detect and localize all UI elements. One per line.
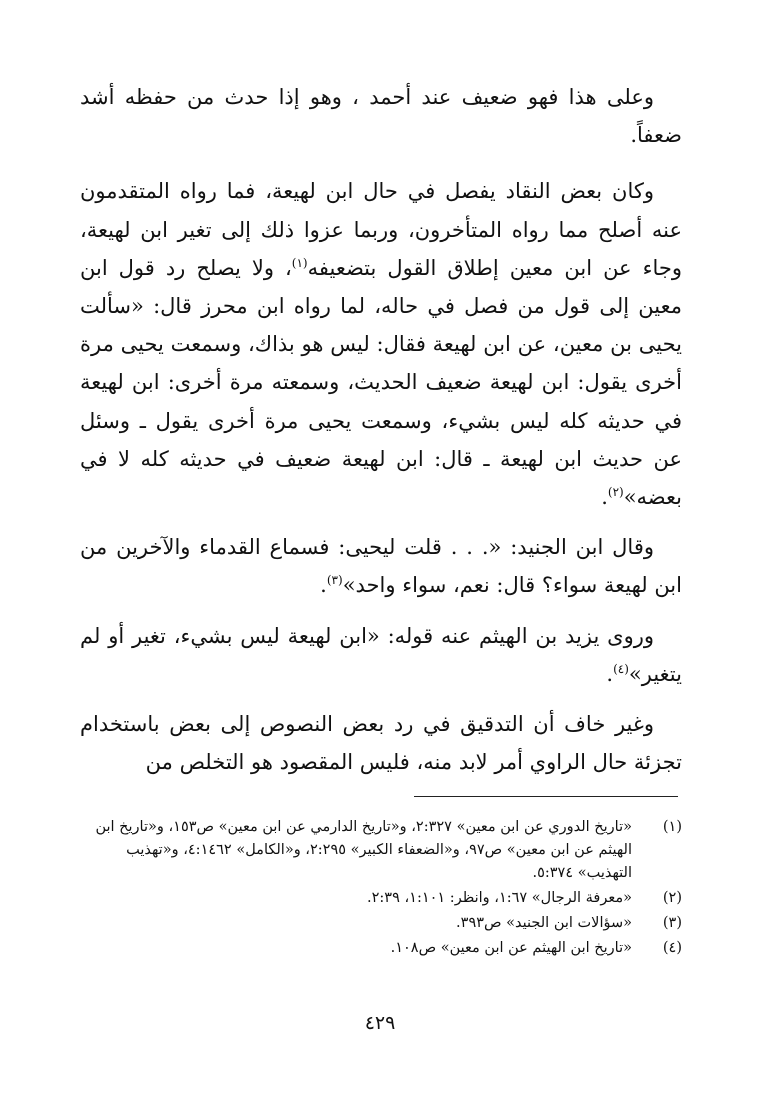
paragraph: وكان بعض النقاد يفصل في حال ابن لهيعة، فما رواه المتقدمون عنه أصلح مما رواه المتأخرون، وربما عزوا ذلك إلى تغير ابن لهيعة، وجاء عن ابن معين إطلاق القول بتضعيفه$^{(١)}$، ولا يصلح رد قول ابن معين إلى قول من فصل في حاله، لما رواه ابن محرز قال: «سألت يحيى بن معين، عن ابن لهيعة فقال: ليس هو بذاك، وسمعت يحيى مرة أخرى يقول: ابن لهيعة ضعيف الحديث، وسمعته مرة أخرى: ابن لهيعة في حديثه كله ليس بشيء، وسمعت يحيى مرة أخرى يقول ـ وسئل عن حديث ابن لهيعة ـ قال: ابن لهيعة ضعيف في حديثه كله لا في بعضه»$^{(٢)}$. — [80, 179, 682, 510]
footnote-ref: (٤) — [613, 661, 629, 676]
paragraph: وروى يزيد بن الهيثم عنه قوله: «ابن لهيعة ليس بشيء، تغير أو لم يتغير»$^{(٤)}$. — [80, 623, 682, 686]
footnote-text: «معرفة الرجال» ١:٦٧، وانظر: ١:١٠١، ٢:٣٩. — [367, 890, 632, 906]
footnote-number: (٤) — [662, 940, 682, 956]
footnote-ref: (١) — [291, 255, 308, 270]
footnote-ref: (٢) — [607, 485, 624, 500]
page-number: ٤٢٩ — [364, 1012, 396, 1034]
footnote — [80, 816, 682, 885]
footnote — [80, 937, 682, 960]
footnote-text: «تاريخ الدوري عن ابن معين» ٢:٣٢٧، و«تاريخ الدارمي عن ابن معين» ص١٥٣، و«تاريخ ابن الهيثم عن ابن معين» ص٩٧، و«الضعفاء الكبير» ٢:٢٩٥، و«الكامل» ٤:١٤٦٢، و«تهذيب التهذيب» ٥:٣٧٤. — [95, 819, 632, 881]
footnote-separator — [414, 796, 678, 797]
footnote-number: (١) — [662, 819, 682, 835]
main-text — [80, 78, 682, 781]
footnotes — [80, 816, 682, 962]
footnote-number: (٣) — [662, 915, 682, 931]
footnote-text: «سؤالات ابن الجنيد» ص٣٩٣. — [456, 915, 632, 931]
footnote-text: «تاريخ ابن الهيثم عن ابن معين» ص١٠٨. — [390, 940, 632, 956]
footnote — [80, 912, 682, 935]
paragraph: وقال ابن الجنيد: «. . . قلت ليحيى: فسماع القدماء والآخرين من ابن لهيعة سواء؟ قال: نعم، سواء واحد»$^{(٣)}$. — [80, 535, 682, 598]
footnote-ref: (٣) — [326, 573, 343, 588]
footnote — [80, 887, 682, 910]
paragraph: وغير خاف أن التدقيق في رد بعض النصوص إلى بعض باستخدام تجزئة حال الراوي أمر لابد منه، فليس المقصود هو التخلص من — [80, 712, 682, 775]
paragraph: وعلى هذا فهو ضعيف عند أحمد ، وهو إذا حدث من حفظه أشد ضعفاً. — [80, 85, 682, 148]
footnote-number: (٢) — [662, 890, 682, 906]
